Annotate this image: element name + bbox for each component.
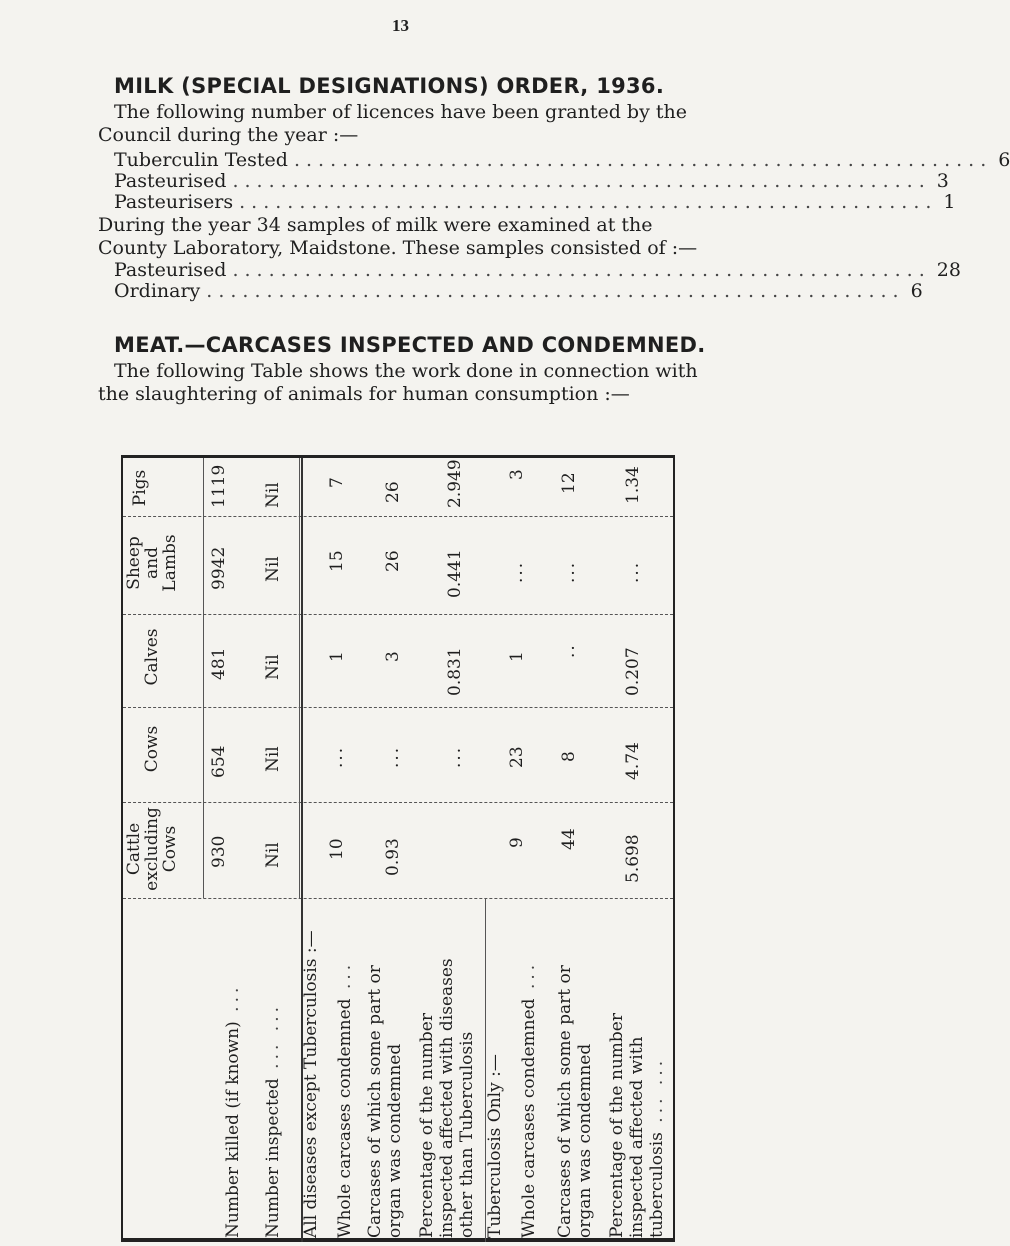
sheep-whole-other: 15	[327, 550, 347, 572]
label-whole-other: Whole carcases condemned ...	[335, 960, 355, 1238]
header-cows: Cows	[142, 725, 162, 773]
column-divider	[299, 458, 300, 898]
header-calves: Calves	[142, 628, 162, 686]
cows-pct-tb: 4.74	[623, 742, 643, 780]
pigs-whole-tb: 3	[507, 469, 527, 480]
calves-pct-tb: 0.207	[623, 647, 643, 696]
pigs-whole-other: 7	[327, 477, 347, 488]
cows-killed: 654	[209, 745, 229, 778]
label-part-tb: Carcases of which some part or organ was condemned	[555, 965, 595, 1238]
milk-intro-line2: Council during the year :—	[98, 124, 359, 146]
calves-pct-other: 0.831	[445, 647, 465, 696]
pigs-killed: 1119	[209, 464, 229, 508]
meat-intro-line2: the slaughtering of animals for human consumption :—	[98, 383, 630, 405]
calves-killed: 481	[209, 647, 229, 680]
list-item: Tuberculin Tested .......................................................... 6	[114, 149, 1010, 171]
label-tb-only: Tuberculosis Only :—	[485, 1054, 505, 1238]
cattle-inspected: Nil	[263, 842, 283, 868]
label-whole-tb: Whole carcases condemned ...	[519, 960, 539, 1238]
cattle-whole-tb: 9	[507, 837, 527, 848]
pigs-pct-tb: 1.34	[623, 466, 643, 504]
licences-list	[114, 149, 1010, 213]
column-divider	[203, 458, 204, 898]
label-inspected: Number inspected ... ...	[263, 1003, 283, 1238]
sheep-whole-tb: ...	[507, 560, 527, 583]
pigs-pct-other: 2.949	[445, 459, 465, 508]
cattle-pct-other: 0.93	[383, 838, 403, 876]
meat-heading: MEAT.—CARCASES INSPECTED AND CONDEMNED.	[114, 333, 706, 357]
list-item: Ordinary .......................................................... 6	[114, 280, 923, 302]
header-sheep: Sheep and Lambs	[124, 534, 180, 592]
milk-samples-line2: County Laboratory, Maidstone. These samples consisted of :—	[98, 237, 698, 259]
header-cattle: Cattle excluding Cows	[124, 807, 180, 891]
cows-inspected: Nil	[263, 746, 283, 772]
meat-intro-line1: The following Table shows the work done in connection with	[114, 360, 698, 382]
pigs-inspected: Nil	[263, 482, 283, 508]
calves-whole-other: 1	[327, 651, 347, 662]
cattle-killed: 930	[209, 835, 229, 868]
cattle-pct-tb: 5.698	[623, 834, 643, 883]
cows-whole-other: ...	[327, 745, 347, 768]
sheep-killed: 9942	[209, 546, 229, 590]
meat-inspection-table	[121, 455, 675, 1242]
list-item: Pasteurised .......................................................... 28	[114, 259, 961, 281]
label-killed: Number killed (if known) ...	[223, 983, 243, 1238]
cattle-part-tb: 44	[559, 828, 579, 850]
calves-part-tb: ..	[559, 643, 579, 658]
milk-samples-line1: During the year 34 samples of milk were examined at the	[98, 214, 653, 236]
pigs-part-tb: 12	[559, 472, 579, 494]
sheep-pct-tb: ...	[623, 560, 643, 583]
sheep-pct-other: 0.441	[445, 549, 465, 598]
milk-intro	[98, 101, 710, 147]
label-pct-other: Percentage of the number inspected affected with diseases other than Tuberculosis	[417, 958, 477, 1238]
samples-list	[114, 259, 961, 302]
label-pct-tb: Percentage of the number inspected affected with tuberculosis ... ...	[607, 1013, 667, 1238]
list-item: Pasteurisers .......................................................... 1	[114, 191, 956, 213]
milk-heading: MILK (SPECIAL DESIGNATIONS) ORDER, 1936.	[114, 74, 665, 98]
calves-whole-tb: 1	[507, 651, 527, 662]
calves-inspected: Nil	[263, 654, 283, 680]
sheep-part-tb: ...	[559, 560, 579, 583]
cows-whole-tb: 23	[507, 746, 527, 768]
milk-samples-intro	[98, 214, 710, 260]
sheep-inspected: Nil	[263, 556, 283, 582]
cows-part-tb: 8	[559, 751, 579, 762]
label-part-other: Carcases of which some part or organ was condemned	[365, 965, 405, 1238]
pigs-part-other: 26	[383, 481, 403, 503]
cows-part-other: ...	[383, 745, 403, 768]
list-item: Pasteurised .......................................................... 3	[114, 170, 949, 192]
meat-intro	[98, 360, 710, 406]
calves-part-other: 3	[383, 651, 403, 662]
page-number: 13	[392, 16, 409, 35]
label-all-diseases: All diseases except Tuberculosis :—	[301, 930, 321, 1238]
header-pigs: Pigs	[130, 469, 150, 507]
cows-pct-other: ...	[445, 745, 465, 768]
milk-intro-line1: The following number of licences have been granted by the	[114, 101, 687, 123]
sheep-part-other: 26	[383, 550, 403, 572]
cattle-whole-other: 10	[327, 838, 347, 860]
